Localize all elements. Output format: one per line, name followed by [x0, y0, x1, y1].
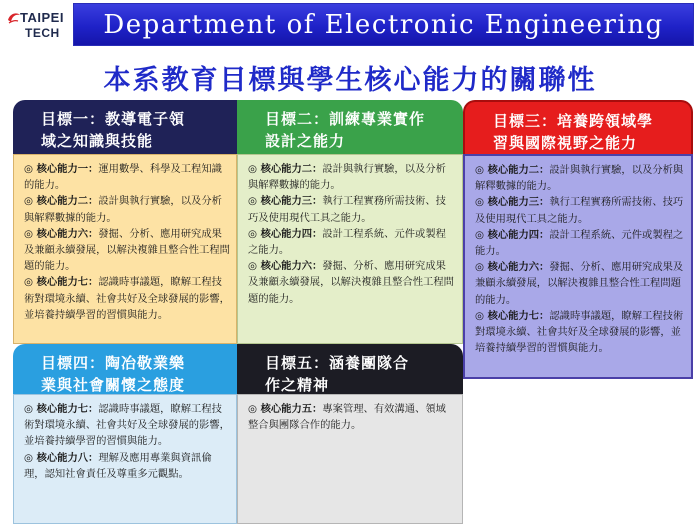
- competency-item: ◎ 核心能力四：設計工程系統、元件或製程之能力。: [475, 228, 684, 258]
- goal-5-header: [237, 344, 463, 394]
- goal-1-title-line1: 目標一：教導電子領: [41, 110, 186, 128]
- goal-4-title-line1: 目標四：陶冶敬業樂: [41, 354, 186, 372]
- goal-1-header: [13, 100, 237, 154]
- competency-item: ◎ 核心能力六：發掘、分析、應用研究成果及兼顧永續發展，以解決複雜且整合性工程問題的能力。: [248, 260, 454, 305]
- goal-1-title-line2: 域之知識與技能: [41, 132, 154, 150]
- goal-5-title-line2: 作之精神: [265, 376, 330, 394]
- logo-text-tech: TECH: [25, 26, 60, 40]
- competency-item: ◎ 核心能力三：執行工程實務所需技術、技巧及使用現代工具之能力。: [248, 195, 446, 224]
- competency-item: ◎ 核心能力三：執行工程實務所需技術、技巧及使用現代工具之能力。: [475, 196, 684, 225]
- goal-4-title-line2: 業與社會關懷之態度: [41, 376, 186, 394]
- competency-item: ◎ 核心能力六：發掘、分析、應用研究成果及兼顧永續發展，以解決複雜且整合性工程問題的能力。: [24, 227, 230, 273]
- banner-title: Department of Electronic Engineering: [103, 10, 664, 40]
- competency-item: ◎ 核心能力一：運用數學、科學及工程知識的能力。: [24, 163, 222, 192]
- page-title: 本系教育目標與學生核心能力的關聯性: [103, 65, 597, 96]
- goal-2-competencies: [237, 154, 463, 344]
- competency-item: ◎ 核心能力八：理解及應用專業與資訊倫理，認知社會責任及尊重多元觀點。: [24, 451, 212, 480]
- competency-item: ◎ 核心能力七：認識時事議題，瞭解工程技術對環境永續、社會共好及全球發展的影響，並培養持續學習的習慣與能力。: [475, 309, 684, 355]
- logo-text-taipei: TAIPEI: [20, 10, 64, 25]
- competency-item: ◎ 核心能力二：設計與執行實驗，以及分析與解釋數據的能力。: [475, 164, 684, 193]
- competency-item: ◎ 核心能力七：認識時事議題，瞭解工程技術對環境永續、社會共好及全球發展的影響，並培養持續學習的習慣與能力。: [24, 276, 230, 321]
- goal-5-competencies: [237, 394, 463, 524]
- goal-4-header: [13, 344, 237, 394]
- competency-item: ◎ 核心能力四：設計工程系統、元件或製程之能力。: [248, 227, 446, 257]
- goal-3-header: [463, 100, 693, 154]
- goal-3-competencies: [463, 154, 693, 379]
- goal-4-competencies: [13, 394, 237, 524]
- competency-item: ◎ 核心能力二：設計與執行實驗，以及分析與解釋數據的能力。: [248, 163, 446, 192]
- goal-2-title-line2: 設計之能力: [265, 132, 346, 150]
- competency-item: ◎ 核心能力七：認識時事議題，瞭解工程技術對環境永續、社會共好及全球發展的影響，並培養持續學習的習慣與能力。: [24, 403, 230, 448]
- goal-5-title-line1: 目標五：涵養團隊合: [265, 354, 410, 372]
- competency-item: ◎ 核心能力六：發掘、分析、應用研究成果及兼顧永續發展，以解決複雜且整合性工程問題的能力。: [475, 261, 684, 306]
- goal-2-header: [237, 100, 463, 154]
- goal-2-title-line1: 目標二：訓練專業實作: [265, 110, 426, 128]
- competency-item: ◎ 核心能力二：設計與執行實驗，以及分析與解釋數據的能力。: [24, 195, 222, 224]
- goal-3-title-line2: 習與國際視野之能力: [493, 134, 638, 152]
- department-banner: [73, 3, 694, 46]
- competency-item: ◎ 核心能力五：專案管理、有效溝通、領域整合與團隊合作的能力。: [248, 403, 446, 432]
- goal-1-competencies: [13, 154, 237, 344]
- goal-3-title-line1: 目標三：培養跨領域學: [493, 112, 654, 130]
- taipei-tech-logo: [6, 8, 68, 42]
